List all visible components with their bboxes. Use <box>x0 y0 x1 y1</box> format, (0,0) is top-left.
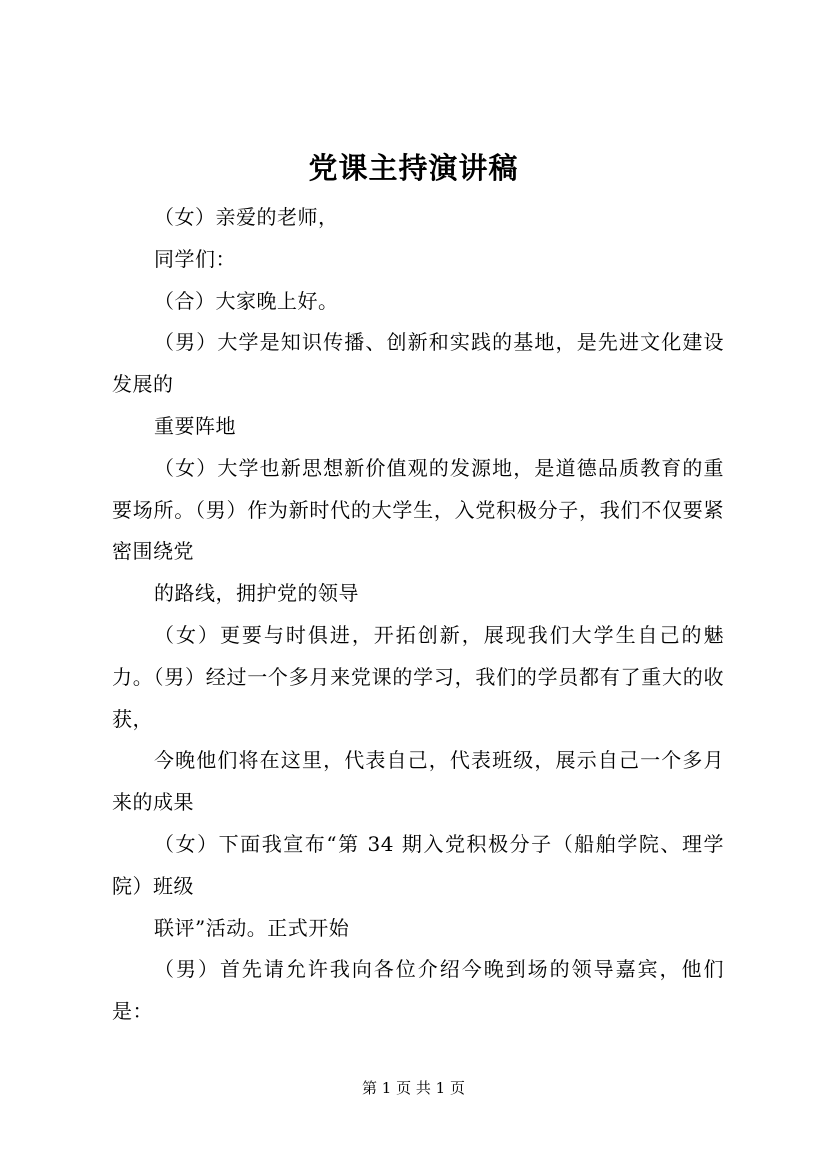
paragraph-11: 联评”活动。正式开始 <box>154 915 350 940</box>
paragraph-5: 重要阵地 <box>154 413 236 438</box>
paragraph-12: （男）首先请允许我向各位介绍今晚到场的领导嘉宾，他们是： <box>112 957 724 1024</box>
paragraph-4: （男）大学是知识传播、创新和实践的基地，是先进文化建设发展的 <box>112 330 724 397</box>
paragraph-8: （女）更要与时俱进，开拓创新，展现我们大学生自己的魅力。（男）经过一个多月来党课的学习，我们的学员都有了重大的收获， <box>112 622 724 731</box>
paragraph-2: 同学们： <box>154 246 236 271</box>
document-title: 党课主持演讲稿 <box>308 151 519 185</box>
paragraph-7: 的路线，拥护党的领导 <box>154 581 359 606</box>
paragraph-6: （女）大学也新思想新价值观的发源地，是道德品质教育的重要场所。（男）作为新时代的大学生，入党积极分子，我们不仅要紧密围绕党 <box>112 455 724 564</box>
paragraph-10: （女）下面我宣布“第 34 期入党积极分子（船舶学院、理学院）班级 <box>112 831 724 898</box>
paragraph-3: （合）大家晚上好。 <box>154 288 339 313</box>
document-body <box>112 197 724 1033</box>
paragraph-1: （女）亲爱的老师， <box>154 205 339 229</box>
page-footer: 第 1 页 共 1 页 <box>362 1079 465 1097</box>
paragraph-9: 今晚他们将在这里，代表自己，代表班级，展示自己一个多月来的成果 <box>112 748 724 815</box>
